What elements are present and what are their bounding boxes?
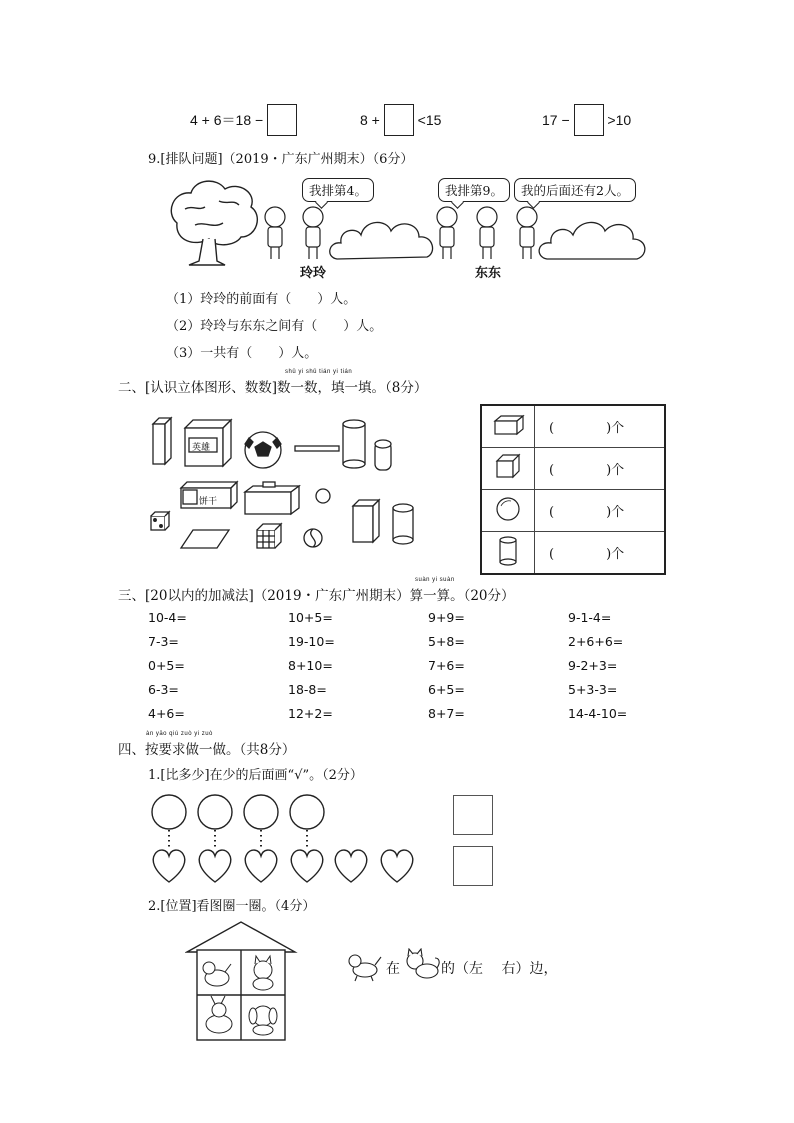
dog-icon (345, 948, 385, 982)
cuboid-box-icon (353, 500, 379, 542)
heart-shape (381, 850, 413, 882)
calc-item: 9+9= (428, 610, 465, 625)
speech-bubble: 我排第9。 (438, 178, 510, 202)
count-table (480, 404, 666, 575)
calc-item: 18-8= (288, 682, 327, 697)
child-figure (303, 207, 323, 259)
answer-cell[interactable]: ( )个 (535, 532, 666, 575)
table-row (481, 490, 665, 532)
sphere-icon (493, 494, 523, 524)
prism-icon (181, 530, 229, 548)
cat-icon (253, 956, 273, 990)
section-3-title: 三、[20以内的加减法]（2019・广东广州期末）算一算。（20分） (118, 588, 515, 604)
calc-item: 10+5= (288, 610, 333, 625)
child-figure (437, 207, 457, 259)
sec4-q1: 1.[比多少]在少的后面画“√”。（2分） (148, 768, 363, 783)
position-word-2[interactable]: 的（左 右）边， (441, 961, 558, 977)
position-word-1: 在 (386, 961, 400, 977)
can-icon (343, 420, 365, 468)
table-row (481, 448, 665, 490)
calc-item: 7-3= (148, 634, 179, 649)
pinyin-annotation: suàn yi suàn (415, 577, 455, 583)
box-label: 饼干 (199, 497, 218, 507)
ball-icon (316, 489, 330, 503)
cylinder-icon (495, 535, 521, 567)
heart-shape (153, 850, 185, 882)
heart-shape (245, 850, 277, 882)
calc-item: 4+6= (148, 706, 185, 721)
name-lingling: 玲玲 (300, 266, 327, 281)
table-row (481, 532, 665, 575)
checkbox-circles[interactable] (453, 795, 493, 835)
answer-box[interactable] (267, 104, 297, 136)
speech-bubble: 我排第4。 (302, 178, 374, 202)
q9-title: 9.[排队问题]（2019・广东广州期末）（6分） (148, 152, 414, 167)
cube-icon (493, 452, 523, 482)
heart-shape (199, 850, 231, 882)
q9-sub-3: （3）一共有（ ）人。 (166, 346, 318, 361)
equation-2: 8 + <15 (360, 104, 441, 136)
pinyin-annotation: shǔ yi shǔ tián yi tián (285, 369, 353, 375)
heart-shape (291, 850, 323, 882)
cloud-icon (330, 222, 433, 259)
circle-shape (244, 795, 278, 829)
checkbox-hearts[interactable] (453, 846, 493, 886)
circle-shape (290, 795, 324, 829)
stick-icon (295, 446, 339, 451)
dice-icon (151, 512, 169, 530)
small-can-icon (375, 440, 391, 470)
rubik-cube-icon (257, 524, 281, 548)
answer-box[interactable] (384, 104, 414, 136)
calc-item: 5+8= (428, 634, 465, 649)
cat-icon (403, 948, 441, 982)
calc-item: 10-4= (148, 610, 187, 625)
calc-item: 8+10= (288, 658, 333, 673)
circle-shape (198, 795, 232, 829)
q9-sub-2: （2）玲玲与东东之间有（ ）人。 (166, 319, 383, 334)
calc-item: 9-1-4= (568, 610, 612, 625)
answer-cell[interactable]: ( )个 (535, 490, 666, 532)
calc-item: 12+2= (288, 706, 333, 721)
calc-item: 8+7= (428, 706, 465, 721)
tree-icon (171, 181, 257, 265)
cylinder-icon (393, 504, 413, 544)
sec4-q2: 2.[位置]看图圈一圈。（4分） (148, 899, 316, 914)
box-label: 英雄 (192, 443, 211, 453)
child-figure (517, 207, 537, 259)
puppy-icon (249, 1006, 277, 1035)
calc-item: 0+5= (148, 658, 185, 673)
circle-shape (152, 795, 186, 829)
q9-sub-1: （1）玲玲的前面有（ ）人。 (166, 292, 357, 307)
answer-box[interactable] (574, 104, 604, 136)
pinyin-annotation: àn yāo qiú zuò yi zuò (146, 731, 213, 737)
calc-item: 2+6+6= (568, 634, 624, 649)
section-4-title: 四、按要求做一做。（共8分） (118, 742, 296, 758)
table-row (481, 405, 665, 448)
calc-item: 9-2+3= (568, 658, 618, 673)
solids-illustration (145, 412, 425, 562)
name-dongdong: 东东 (475, 266, 502, 281)
yin-yang-ball-icon (304, 529, 322, 547)
suitcase-icon (245, 482, 299, 514)
answer-cell[interactable]: ( )个 (535, 448, 666, 490)
soccer-ball-icon (245, 432, 281, 468)
house-illustration (185, 920, 300, 1045)
cuboid-icon (491, 413, 525, 437)
calc-item: 5+3-3= (568, 682, 618, 697)
equation-3: 17 − >10 (542, 104, 631, 136)
calc-item: 14-4-10= (568, 706, 628, 721)
heart-shape (335, 850, 367, 882)
answer-cell[interactable]: ( )个 (535, 405, 666, 448)
child-figure (265, 207, 285, 259)
calc-item: 6-3= (148, 682, 179, 697)
cuboid-tall-icon (153, 418, 171, 464)
compare-illustration (145, 794, 425, 890)
calc-item: 6+5= (428, 682, 465, 697)
calc-item: 19-10= (288, 634, 335, 649)
cloud-icon (539, 222, 645, 259)
calc-item: 7+6= (428, 658, 465, 673)
speech-bubble: 我的后面还有2人。 (514, 178, 636, 202)
section-2-title: 二、[认识立体图形、数数]数一数，填一填。（8分） (118, 380, 428, 396)
equation-1: 4 + 6＝18 − (190, 104, 297, 136)
child-figure (477, 207, 497, 259)
